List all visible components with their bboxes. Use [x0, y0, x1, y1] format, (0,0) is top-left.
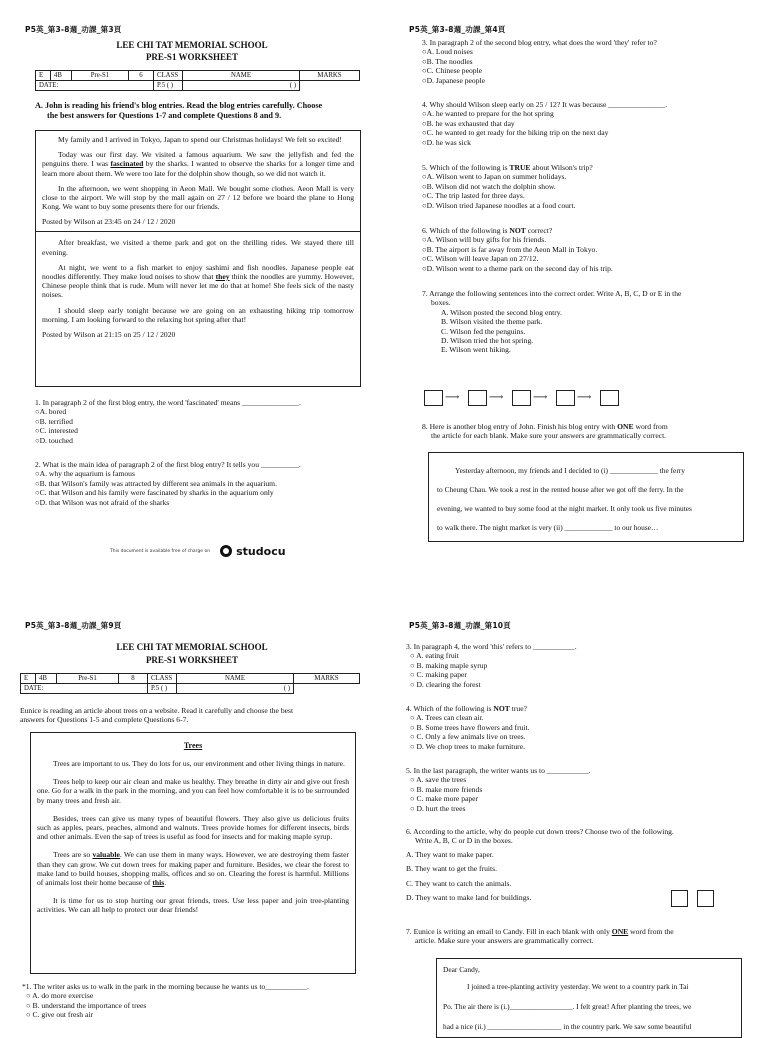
arrow-right-icon: ⟶ — [533, 392, 548, 403]
info-name-label: NAME — [183, 71, 300, 81]
info-class-label: CLASS — [148, 674, 177, 684]
email-line-1: I joined a tree-planting activity yesterday. We went to a country park in Tai — [467, 982, 689, 991]
text: think the noodles are yummy. However, Chinese people think that is rude. Mum will never let me do that at home! She feels sick of the nasty noises. — [42, 272, 354, 300]
question-1 — [35, 398, 301, 445]
blog1-posted-by: Posted by Wilson at 23:45 on 24 / 12 / 2020 — [42, 217, 176, 227]
email-greeting: Dear Candy, — [443, 965, 480, 974]
question-2 — [35, 460, 301, 507]
option-b[interactable]: ○B. Wilson did not watch the dolphin show. — [422, 181, 556, 191]
highlighted-word: valuable — [92, 850, 120, 860]
order-box-3[interactable] — [512, 390, 531, 406]
option-c[interactable]: ○C. Chinese people — [422, 66, 483, 76]
question-stem-cont: the article for each blank. Make sure your answers are grammatically correct. — [431, 431, 667, 441]
question-5 — [406, 766, 591, 813]
worksheet-page-4 — [384, 600, 768, 1031]
question-stem: 1. In paragraph 2 of the first blog entry, the word 'fascinated' means _______________. — [35, 398, 301, 407]
option-a[interactable]: ○ A. do more exercise — [26, 991, 94, 1001]
article-paragraph-4 — [37, 850, 349, 887]
date-field[interactable]: DATE: — [36, 81, 154, 91]
emphasis: NOT — [509, 226, 526, 235]
worksheet-page-1 — [0, 0, 384, 560]
question-stem: 7. Arrange the following sentences into the correct order. Write A, B, C, D or E in the — [422, 289, 682, 298]
info-number: 6 — [129, 71, 154, 81]
instruction-line-2: the best answers for Questions 1-7 and complete Questions 8 and 9. — [47, 111, 282, 120]
worksheet-page-3 — [0, 600, 384, 1024]
option-c[interactable]: ○ C. give out fresh air — [26, 1010, 94, 1020]
emphasis: NOT — [493, 704, 510, 713]
option-a[interactable]: ○ A. save the trees — [410, 775, 467, 785]
article-paragraph-3: Besides, trees can give us many types of beautiful flowers. They also give us delicious fruits such as apples, pears, peaches, almond and walnuts. Trees provide homes for different insects, birds and other animals. Even the sap of trees is useful as food for insects and for making maple syrup. — [37, 813, 349, 842]
info-level: Pre-S1 — [57, 674, 119, 684]
reason-c: C. They want to catch the animals. — [406, 878, 512, 888]
info-subject: E — [36, 71, 51, 81]
option-c[interactable]: ○C. interested — [35, 426, 78, 436]
text: word from the — [628, 927, 674, 936]
question-stem-cont: boxes. — [431, 298, 451, 308]
blog-separator — [36, 231, 360, 232]
option-b[interactable]: ○B. he was exhausted that day — [422, 118, 515, 128]
option-c[interactable]: ○C. The trip lasted for three days. — [422, 191, 525, 201]
blog1-paragraph-3: In the afternoon, we went shopping in Aeon Mall. We bought some clothes. Aeon Mall is very close to the airport. We will stop by the mall again on 27 / 12 before we board the plane to Hong Kong. We want to buy some presents there for our friends. — [42, 183, 354, 212]
text: 6. Which of the following is — [422, 226, 510, 235]
text: 8. Here is another blog entry of John. Finish his blog entry with — [422, 422, 618, 431]
arrow-right-icon: ⟶ — [489, 392, 504, 403]
option-b[interactable]: ○ B. understand the importance of trees — [26, 1000, 147, 1010]
question-4 — [406, 704, 530, 751]
option-d[interactable]: ○ D. We chop trees to make furniture. — [410, 741, 525, 751]
info-marks-label: MARKS — [300, 71, 360, 81]
sentence-d: D. Wilson tried the hot spring. — [441, 336, 534, 346]
option-b[interactable]: ○ B. making maple syrup — [410, 660, 488, 670]
blog-entry-line-4: to walk there. The night market is very (ii) _____________ to our house… — [437, 523, 659, 532]
sentence-e: E. Wilson went hiking. — [441, 345, 511, 355]
option-d[interactable]: ○D. Wilson went to a theme park on the second day of his trip. — [422, 263, 613, 273]
blog1-paragraph-2 — [42, 150, 354, 178]
student-info-table — [35, 70, 360, 91]
blog2-paragraph-2 — [42, 263, 354, 300]
blog2-posted-by: Posted by Wilson at 21:15 on 25 / 12 / 2020 — [42, 330, 176, 340]
question-3 — [406, 642, 577, 689]
text: 4. Which of the following is — [406, 704, 494, 713]
option-a[interactable]: ○ A. eating fruit — [410, 651, 459, 661]
question-6 — [422, 226, 613, 273]
instruction-line-1: A. John is reading his friend's blog entries. Read the blog entries carefully. Choose — [35, 101, 323, 110]
option-c[interactable]: ○C. Wilson will leave Japan on 27/12. — [422, 254, 539, 264]
option-b[interactable]: ○ B. Some trees have flowers and fruit. — [410, 722, 530, 732]
arrow-right-icon: ⟶ — [577, 392, 592, 403]
sentence-c: C. Wilson fed the penguins. — [441, 326, 526, 336]
reason-d: D. They want to make land for buildings. — [406, 893, 532, 903]
blog-entry-line-1: Yesterday afternoon, my friends and I decided to (i) _____________ the ferry — [455, 466, 685, 475]
studocu-logo-icon — [220, 545, 232, 557]
sentence-b: B. Wilson visited the theme park. — [441, 317, 543, 327]
text: . — [164, 878, 167, 888]
text: true? — [509, 704, 527, 713]
name-paren: ( ) — [289, 82, 296, 89]
student-info-table — [20, 673, 360, 694]
option-a[interactable]: ○A. bored — [35, 407, 67, 417]
option-c[interactable]: ○ C. make more paper — [410, 794, 479, 804]
class-field[interactable]: P.5 ( ) — [148, 684, 177, 694]
option-b[interactable]: ○B. The airport is far away from the Aeon Mall in Tokyo. — [422, 244, 598, 254]
email-line-3: had a nice (ii.) ____________________ in the country park. We saw some beautiful — [443, 1022, 692, 1031]
option-d[interactable]: ○D. Wilson tried Japanese noodles at a food court. — [422, 200, 576, 210]
article-paragraph-1: Trees are important to us. They do lots for us, our environment and other living things in nature. — [53, 759, 345, 768]
question-stem-cont: article. Make sure your answers are grammatically correct. — [415, 936, 594, 946]
text: by the sharks. I wanted to observe the sharks for a longer time and learn more about them. We were too late for the dolphin show though, so we did not watch it. — [42, 159, 354, 178]
option-a[interactable]: ○A. Wilson went to Japan on summer holidays. — [422, 172, 567, 182]
emphasis: ONE — [617, 422, 634, 431]
option-a[interactable]: ○A. Loud noises — [422, 47, 473, 57]
instruction — [20, 706, 293, 725]
question-stem — [406, 704, 530, 713]
instruction — [35, 101, 365, 121]
emphasis: ONE — [611, 927, 629, 936]
question-stem: 2. What is the main idea of paragraph 2 of the first blog entry? It tells you __________. — [35, 460, 301, 469]
order-box-2[interactable] — [468, 390, 487, 406]
option-d[interactable]: ○ D. hurt the trees — [410, 803, 466, 813]
option-b[interactable]: ○B. that Wilson's family was attracted by different sea animals in the aquarium. — [35, 478, 277, 488]
page-header: P5英_第3-8週_功課_第3頁 — [25, 25, 122, 34]
option-a[interactable]: ○A. Wilson will buy gifts for his friends. — [422, 235, 547, 245]
footer-text: This document is available free of charge on — [110, 548, 211, 554]
question-3 — [422, 38, 657, 85]
emphasis: TRUE — [509, 163, 531, 172]
option-b[interactable]: ○B. The noodles — [422, 56, 473, 66]
question-7 — [422, 289, 681, 355]
school-name: LEE CHI TAT MEMORIAL SCHOOL — [116, 642, 268, 652]
question-6 — [406, 827, 674, 906]
text: . We can use them in many ways. However, we are destroying them faster than they can grow. We cut down trees for making paper and furniture. Besides, we clear the forest to make land to build houses, shopping malls, offices and so on. Clearing the forest is harmful. Millions of animals lost their home because of — [37, 850, 349, 888]
name-paren: ( ) — [283, 685, 290, 692]
info-number: 8 — [119, 674, 148, 684]
question-7 — [406, 927, 674, 946]
option-d[interactable]: ○D. touched — [35, 435, 73, 445]
studocu-footer[interactable] — [110, 542, 286, 560]
highlighted-word: this — [152, 878, 165, 888]
reason-a: A. They want to make paper. — [406, 849, 494, 859]
highlighted-word: they — [215, 272, 230, 282]
reason-b: B. They want to get the fruits. — [406, 864, 497, 874]
instruction-line-2: answers for Questions 1-5 and complete Questions 6-7. — [20, 715, 189, 725]
text: word from — [633, 422, 668, 431]
info-class-label: CLASS — [154, 71, 183, 81]
blog1-paragraph-1: My family and I arrived in Tokyo, Japan to spend our Christmas holidays! We felt so excited! — [58, 135, 342, 144]
question-5 — [422, 163, 593, 210]
highlighted-word: fascinated — [110, 159, 144, 169]
info-marks-label: MARKS — [294, 674, 360, 684]
option-a[interactable]: ○ A. Trees can clean air. — [410, 713, 484, 723]
question-stem: 6. According to the article, why do people cut down trees? Choose two of the following. — [406, 827, 674, 836]
option-b[interactable]: ○B. terrified — [35, 416, 73, 426]
question-stem: *1. The writer asks us to walk in the park in the morning because he wants us to___________. — [22, 982, 309, 991]
question-stem — [406, 927, 674, 936]
text: correct? — [525, 226, 553, 235]
option-d[interactable]: ○D. that Wilson was not afraid of the sharks — [35, 497, 170, 507]
order-box-1[interactable] — [424, 390, 443, 406]
text: 7. Eunice is writing an email to Candy. Fill in each blank with only — [406, 927, 612, 936]
sentence-a: A. Wilson posted the second blog entry. — [441, 307, 562, 317]
email-box — [436, 958, 742, 1038]
info-level: Pre-S1 — [72, 71, 129, 81]
question-stem — [422, 163, 593, 172]
info-class-code: 4B — [36, 674, 57, 684]
page-header: P5英_第3-8週_功課_第9頁 — [25, 621, 122, 630]
answer-box-1[interactable] — [671, 890, 688, 907]
option-c[interactable]: ○C. that Wilson and his family were fascinated by sharks in the aquarium only — [35, 488, 274, 498]
page-header: P5英_第3-8週_功課_第10頁 — [409, 621, 511, 630]
info-class-code: 4B — [51, 71, 72, 81]
option-c[interactable]: ○C. he wanted to get ready for the hiking trip on the next day — [422, 128, 609, 138]
class-field[interactable]: P.5 ( ) — [154, 81, 183, 91]
question-stem — [422, 226, 613, 235]
question-1 — [22, 982, 309, 1020]
article-box — [30, 732, 356, 974]
order-box-4[interactable] — [556, 390, 575, 406]
info-name-label: NAME — [177, 674, 294, 684]
answer-box-2[interactable] — [697, 890, 714, 907]
school-name: LEE CHI TAT MEMORIAL SCHOOL — [116, 40, 268, 50]
question-stem-cont: Write A, B, C or D in the boxes. — [415, 836, 513, 846]
option-a[interactable]: ○A. why the aquarium is famous — [35, 469, 135, 479]
option-c[interactable]: ○ C. Only a few animals live on trees. — [410, 732, 526, 742]
question-8 — [422, 422, 668, 441]
text: Today was our first day. We visited a famous aquarium. We saw the jellyfish and fed the penguins there. I was — [42, 150, 354, 169]
option-b[interactable]: ○ B. make more friends — [410, 784, 483, 794]
name-field[interactable] — [183, 81, 300, 91]
text: 5. Which of the following is — [422, 163, 510, 172]
question-stem: 3. In paragraph 2 of the second blog entry, what does the word 'they' refer to? — [422, 38, 657, 47]
text: Trees are so — [53, 850, 93, 860]
worksheet-page-2 — [384, 0, 768, 560]
date-field[interactable]: DATE: — [21, 684, 148, 694]
footer-brand: studocu — [236, 544, 286, 558]
arrow-right-icon: ⟶ — [445, 392, 460, 403]
worksheet-title: PRE-S1 WORKSHEET — [145, 655, 239, 665]
option-d[interactable]: ○D. he was sick — [422, 137, 471, 147]
blog2-paragraph-1: After breakfast, we visited a theme park and got on the thrilling rides. We stayed there till evening. — [42, 238, 354, 257]
worksheet-title: PRE-S1 WORKSHEET — [145, 52, 239, 62]
option-d[interactable]: ○D. Japanese people — [422, 75, 485, 85]
email-line-2: Po. The air there is (i.)_________________. I felt great! After planting the trees, we — [443, 1002, 692, 1011]
article-paragraph-5: It is time for us to stop hurting our great friends, trees. Use less paper and join tree-planting activities. We can all help to protect our dear friends! — [37, 896, 349, 915]
text: At night, we went to a fish market to enjoy sashimi and fish noodles. Japanese people eat noodles differently. They make loud noises to show that — [42, 262, 354, 282]
blog2-paragraph-3: I should sleep early tonight because we are going on an exhausting hiking trip tomorrow morning. I am looking forward to the relaxing hot spring after that! — [42, 305, 354, 324]
option-d[interactable]: ○ D. clearing the forest — [410, 679, 481, 689]
info-subject: E — [21, 674, 36, 684]
blog-entry-line-3: evening, we wanted to buy some food at the night market. It only took us five minutes — [437, 504, 692, 513]
option-a[interactable]: ○A. he wanted to prepare for the hot spring — [422, 109, 554, 119]
page-header: P5英_第3-8週_功課_第4頁 — [409, 25, 506, 34]
blog-entry-line-2: to Cheung Chau. We took a rest in the rented house after we got off the ferry. In the — [437, 485, 684, 494]
question-stem: 5. In the last paragraph, the writer wants us to ___________. — [406, 766, 591, 775]
marks-field — [294, 684, 360, 694]
question-stem — [422, 422, 668, 431]
order-box-5[interactable] — [600, 390, 619, 406]
instruction-line-1: Eunice is reading an article about trees on a website. Read it carefully and choose the best — [20, 706, 294, 715]
article-title: Trees — [183, 741, 203, 750]
question-stem: 3. In paragraph 4, the word 'this' refers to ___________. — [406, 642, 577, 651]
marks-field — [300, 81, 360, 91]
name-field[interactable] — [177, 684, 294, 694]
text: about Wilson's trip? — [530, 163, 593, 172]
blog-box — [35, 130, 361, 387]
option-c[interactable]: ○ C. making paper — [410, 670, 467, 680]
question-stem: 4. Why should Wilson sleep early on 25 / 12? It was because _______________. — [422, 100, 668, 109]
blog-entry-box — [428, 452, 744, 542]
article-paragraph-2: Trees help to keep our air clean and make us healthy. They breathe in dirty air and give out fresh one. Go for a walk in the park in the morning, and you can feel how comfortable it is to be surrounded by many trees and fresh air. — [37, 777, 349, 805]
question-4 — [422, 100, 667, 147]
